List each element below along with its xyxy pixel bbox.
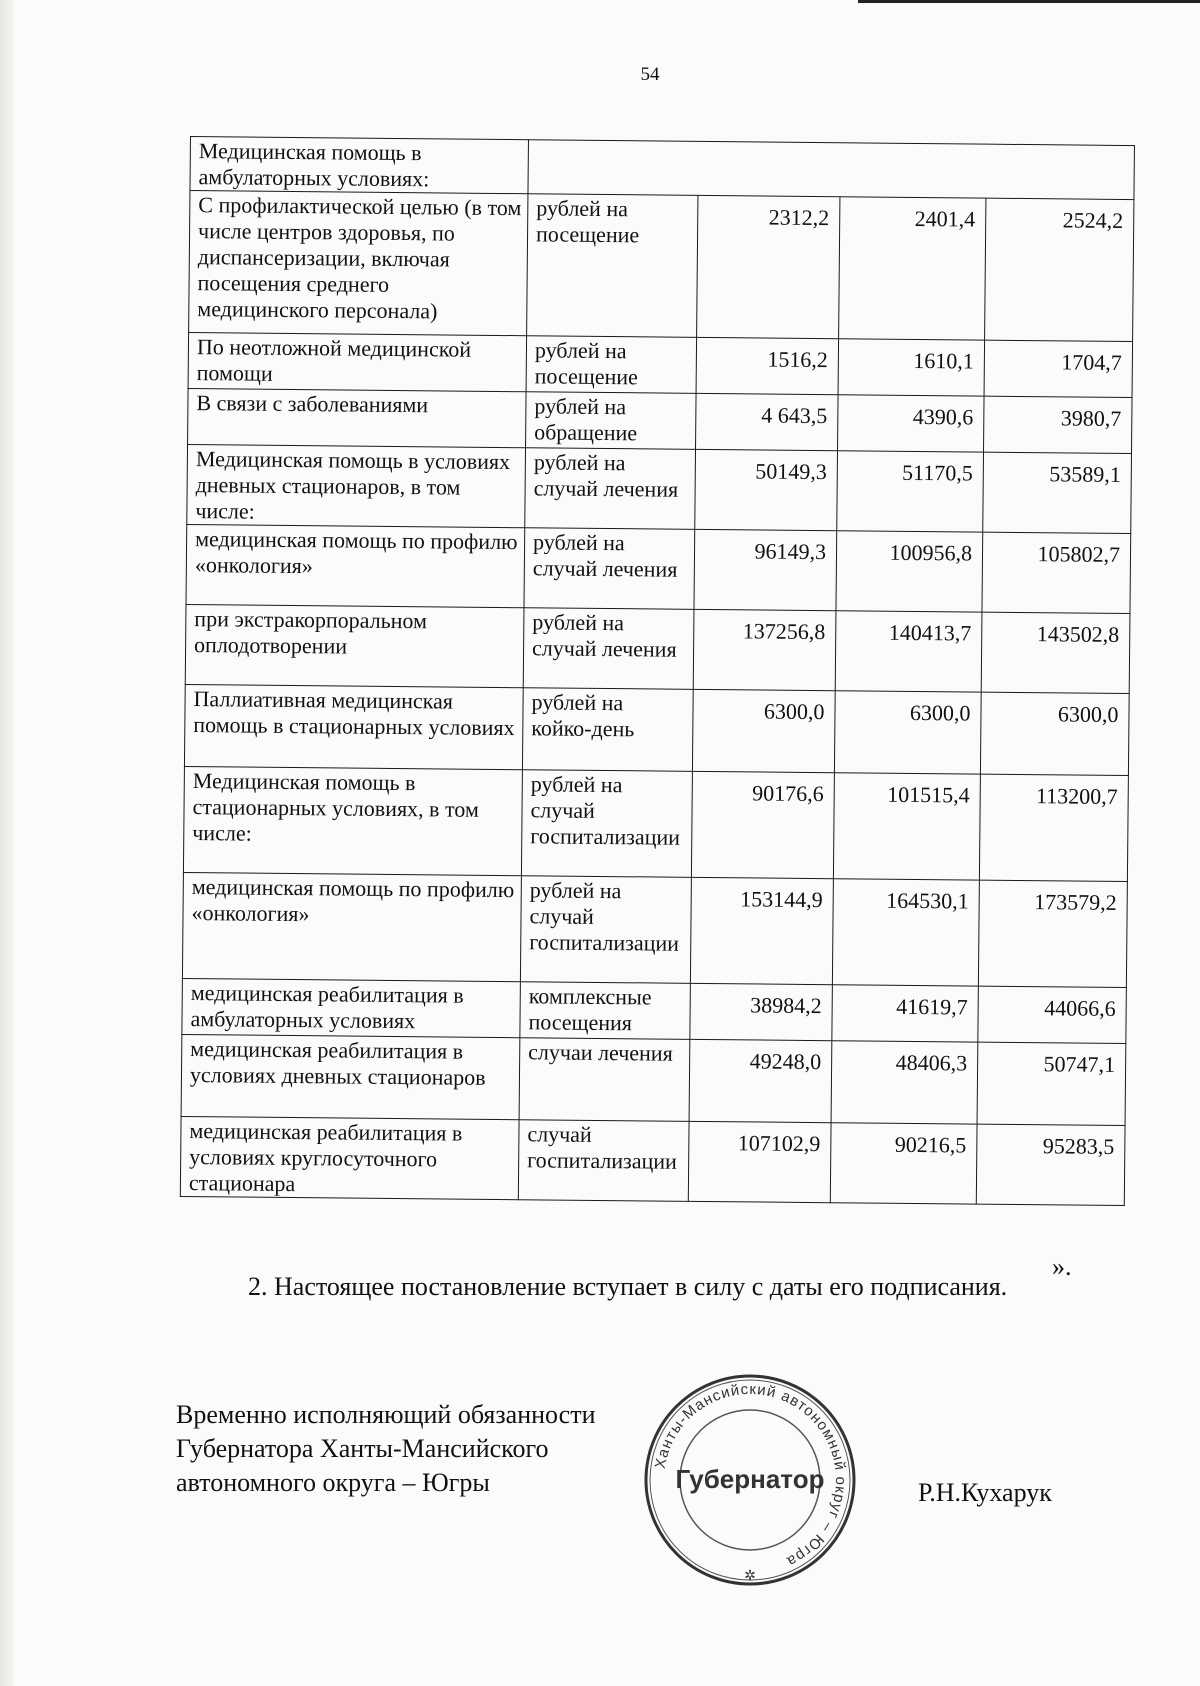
cell-care-type: С профилактической целью (в том числе центров здоровья, по диспансеризации, включая посещения среднего медицинского персонала) <box>189 191 528 336</box>
cell-value-year2: 6300,0 <box>834 691 981 774</box>
table-row <box>187 444 1132 533</box>
cell-value-year2: 90216,5 <box>830 1123 977 1204</box>
tariff-table <box>180 136 1135 1206</box>
table-row <box>182 978 1126 1043</box>
cell-unit: случаи лечения <box>519 1038 690 1122</box>
scan-edge <box>0 0 14 1686</box>
cell-value-year2: 2401,4 <box>839 197 986 340</box>
cell-care-type: Медицинская помощь в стационарных условиях, в том числе: <box>183 766 522 875</box>
cell-value-year3: 105802,7 <box>982 532 1131 613</box>
seal-ring-text: Ханты-Мансийский автономный округ – Югра <box>651 1380 850 1571</box>
page-number: 54 <box>640 64 660 85</box>
table-row <box>186 524 1131 613</box>
cell-care-type: медицинская реабилитация в условиях дневных стационаров <box>181 1034 520 1119</box>
cell-unit: рублей на посещение <box>526 336 697 394</box>
table-row <box>188 332 1132 397</box>
table-row <box>185 604 1130 693</box>
cell-value-year3: 143502,8 <box>981 612 1130 693</box>
table-row <box>183 766 1128 881</box>
cell-value-year2: 101515,4 <box>833 773 980 880</box>
cell-value-year3: 3980,7 <box>984 396 1133 453</box>
signatory-title-line: Временно исполняющий обязанности <box>176 1400 596 1429</box>
cell-value-year2: 1610,1 <box>838 339 985 396</box>
cell-unit: рублей на случай лечения <box>523 608 694 690</box>
table-row <box>188 388 1132 453</box>
cell-unit: рублей на обращение <box>526 392 697 450</box>
cell-care-type: медицинская реабилитация в амбулаторных условиях <box>182 978 521 1037</box>
clause-effective-date: 2. Настоящее постановление вступает в силу с даты его подписания. <box>248 1272 1008 1301</box>
cell-value-year2: 48406,3 <box>831 1041 978 1124</box>
table-row <box>184 684 1129 775</box>
cell-value-year2: 100956,8 <box>836 531 983 612</box>
cell-unit <box>528 140 1134 200</box>
cell-care-type: медицинская реабилитация в условиях круглосуточного стационара <box>180 1116 519 1199</box>
table-row <box>182 872 1127 987</box>
cell-value-year1: 107102,9 <box>688 1121 831 1202</box>
cell-care-type: при экстракорпоральном оплодотворении <box>185 604 524 687</box>
closing-quote: ». <box>1052 1252 1072 1281</box>
cell-unit: рублей на случай лечения <box>524 528 695 610</box>
cell-value-year1: 137256,8 <box>693 609 836 690</box>
cell-value-year2: 164530,1 <box>832 879 979 986</box>
cell-care-type: медицинская помощь по профилю «онкология» <box>182 872 521 981</box>
cell-value-year2: 140413,7 <box>835 611 982 692</box>
star-icon: ✲ <box>744 1569 756 1584</box>
cell-value-year1: 1516,2 <box>696 337 839 394</box>
cell-value-year1: 4 643,5 <box>696 393 839 450</box>
cell-value-year2: 51170,5 <box>837 451 984 532</box>
cell-unit: рублей на случай лечения <box>525 448 696 530</box>
tariff-table-container <box>179 136 1134 1255</box>
table-row <box>190 137 1134 200</box>
signatory-title <box>176 1398 596 1500</box>
cell-value-year3: 44066,6 <box>978 986 1127 1043</box>
cell-value-year3: 50747,1 <box>977 1042 1126 1125</box>
cell-value-year1: 96149,3 <box>694 529 837 610</box>
cell-care-type: Паллиативная медицинская помощь в стационарных условиях <box>184 684 523 769</box>
cell-care-type: По неотложной медицинской помощи <box>188 332 527 391</box>
cell-value-year1: 50149,3 <box>695 449 838 530</box>
cell-value-year1: 6300,0 <box>692 689 835 772</box>
cell-care-type: медицинская помощь по профилю «онкология» <box>186 524 525 607</box>
cell-unit: рублей на посещение <box>527 194 698 338</box>
cell-value-year3: 2524,2 <box>985 198 1134 341</box>
signatory-title-line: Губернатора Ханты-Мансийского <box>176 1434 549 1463</box>
cell-unit: рублей на койко-день <box>522 688 693 772</box>
signatory-name: Р.Н.Кухарук <box>918 1478 1052 1507</box>
cell-value-year1: 38984,2 <box>690 983 833 1040</box>
cell-value-year1: 2312,2 <box>697 195 840 338</box>
cell-value-year3: 53589,1 <box>983 452 1132 533</box>
cell-value-year3: 173579,2 <box>978 880 1127 987</box>
cell-value-year3: 6300,0 <box>980 692 1129 775</box>
cell-value-year3: 113200,7 <box>979 774 1128 881</box>
cell-value-year1: 90176,6 <box>691 771 834 878</box>
table-row <box>189 191 1134 342</box>
cell-value-year3: 1704,7 <box>984 340 1133 397</box>
cell-care-type: Медицинская помощь в условиях дневных стационаров, в том числе: <box>187 444 526 527</box>
table-row <box>180 1116 1125 1205</box>
cell-value-year2: 4390,6 <box>838 395 985 452</box>
cell-care-type: В связи с заболеваниями <box>188 388 527 447</box>
cell-care-type: Медицинская помощь в амбулаторных условиях: <box>190 137 529 194</box>
cell-unit: рублей на случай госпитализации <box>521 770 692 878</box>
cell-value-year2: 41619,7 <box>832 985 979 1042</box>
seal-center-text: Губернатор <box>675 1464 825 1494</box>
cell-value-year1: 49248,0 <box>689 1039 832 1122</box>
official-seal <box>640 1368 860 1592</box>
top-rule <box>858 0 1200 3</box>
cell-value-year1: 153144,9 <box>690 877 833 984</box>
signatory-title-line: автономного округа – Югры <box>176 1468 490 1497</box>
cell-unit: рублей на случай госпитализации <box>520 876 691 984</box>
cell-unit: случай госпитализации <box>518 1120 689 1202</box>
cell-value-year3: 95283,5 <box>976 1124 1125 1205</box>
cell-unit: комплексные посещения <box>520 982 691 1040</box>
table-row <box>181 1034 1126 1125</box>
